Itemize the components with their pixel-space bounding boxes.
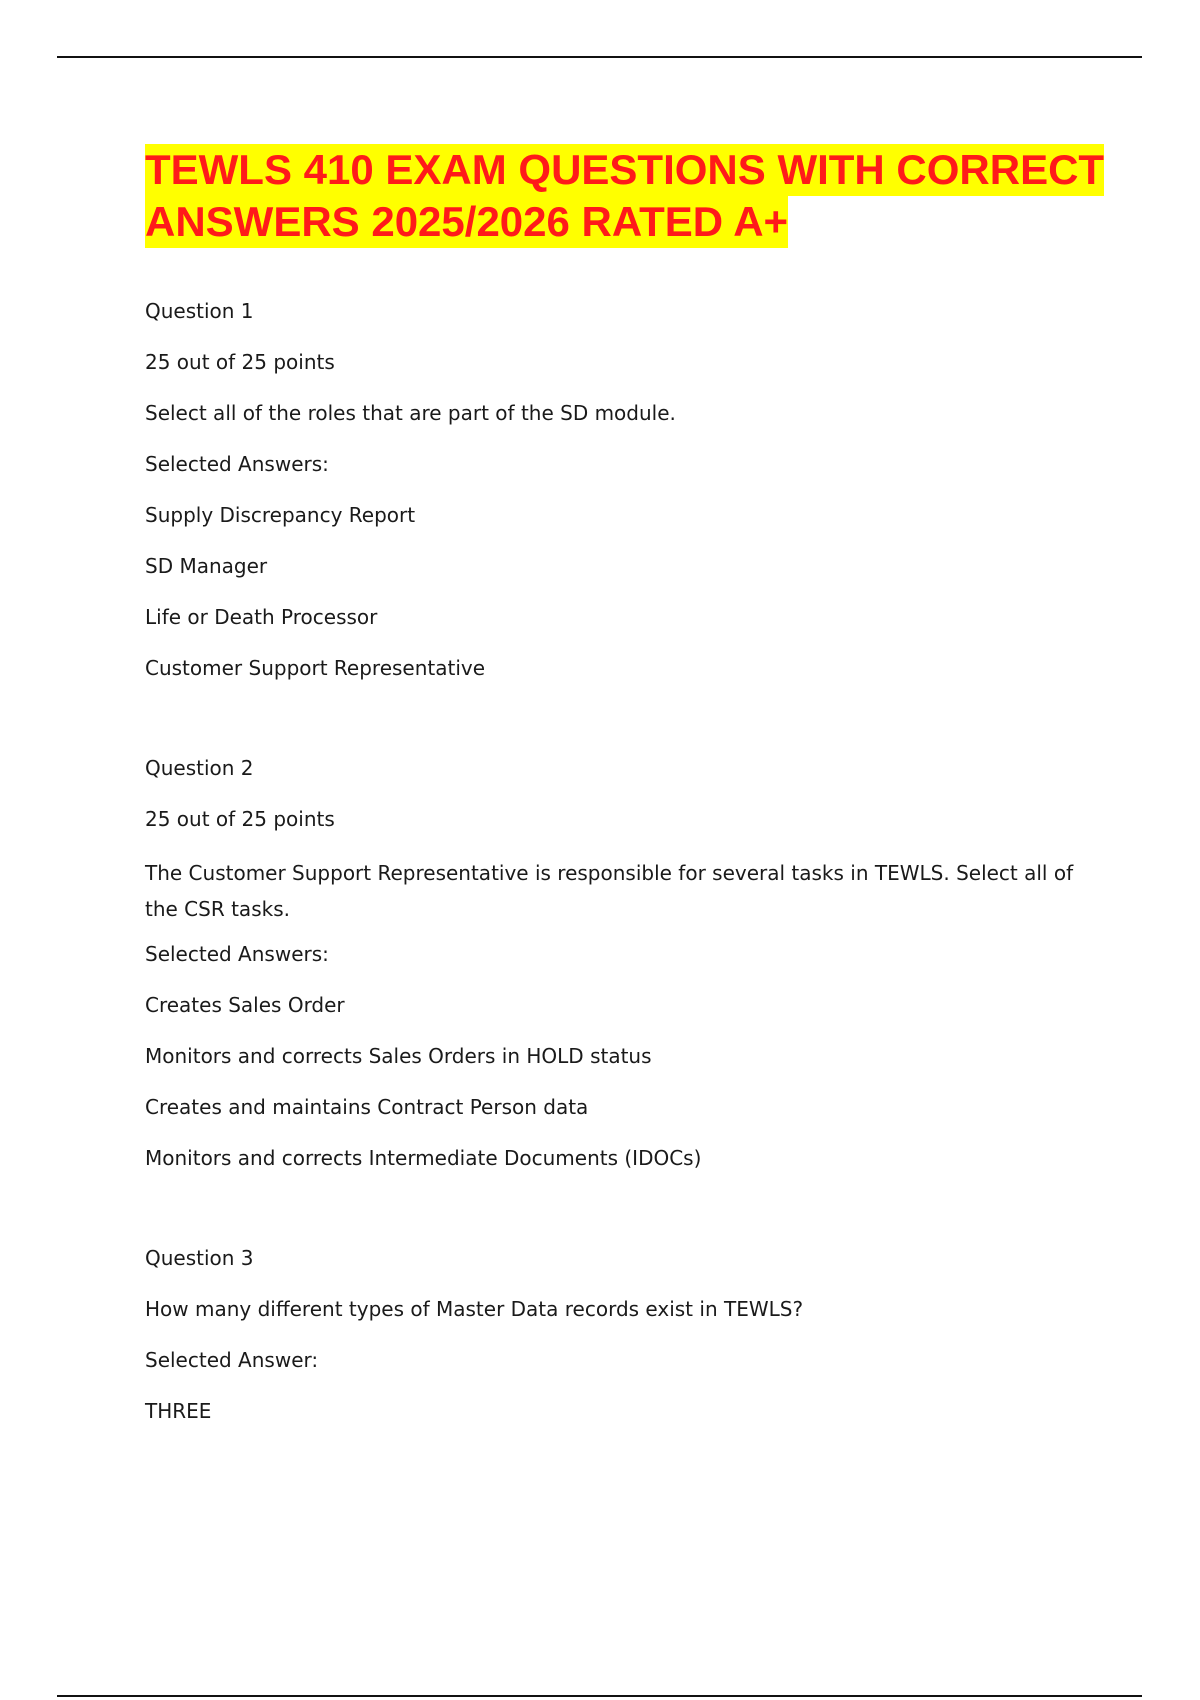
selected-answer: Customer Support Representative xyxy=(145,656,486,680)
question-heading: Question 1 xyxy=(145,299,254,323)
question-heading: Question 2 xyxy=(145,756,254,780)
question-heading: Question 3 xyxy=(145,1246,254,1270)
question-block-1 xyxy=(145,296,1095,704)
question-points: 25 out of 25 points xyxy=(145,350,335,374)
header-rule xyxy=(57,56,1142,58)
document-title xyxy=(145,144,1105,248)
question-block-2 xyxy=(145,753,1095,1194)
document-body xyxy=(145,296,1095,1447)
selected-answer: Life or Death Processor xyxy=(145,605,378,629)
footer-rule xyxy=(57,1695,1142,1697)
selected-answer: Monitors and corrects Intermediate Documents (IDOCs) xyxy=(145,1146,702,1170)
section-spacer xyxy=(145,704,1095,753)
answers-label: Selected Answers: xyxy=(145,452,329,476)
selected-answer: Creates and maintains Contract Person data xyxy=(145,1095,589,1119)
section-spacer xyxy=(145,1194,1095,1243)
selected-answer: Creates Sales Order xyxy=(145,993,345,1017)
answers-label: Selected Answer: xyxy=(145,1348,319,1372)
selected-answer: Supply Discrepancy Report xyxy=(145,503,416,527)
selected-answer: SD Manager xyxy=(145,554,268,578)
answers-label: Selected Answers: xyxy=(145,942,329,966)
question-prompt: The Customer Support Representative is responsible for several tasks in TEWLS. Select all of the CSR tasks. xyxy=(145,861,1074,921)
question-points: 25 out of 25 points xyxy=(145,807,335,831)
selected-answer: THREE xyxy=(145,1399,212,1423)
question-prompt: Select all of the roles that are part of the SD module. xyxy=(145,401,676,425)
question-prompt: How many different types of Master Data records exist in TEWLS? xyxy=(145,1297,804,1321)
selected-answer: Monitors and corrects Sales Orders in HOLD status xyxy=(145,1044,652,1068)
question-block-3 xyxy=(145,1243,1095,1447)
title-highlight: TEWLS 410 EXAM QUESTIONS WITH CORRECT ANSWERS 2025/2026 RATED A+ xyxy=(145,144,1104,248)
